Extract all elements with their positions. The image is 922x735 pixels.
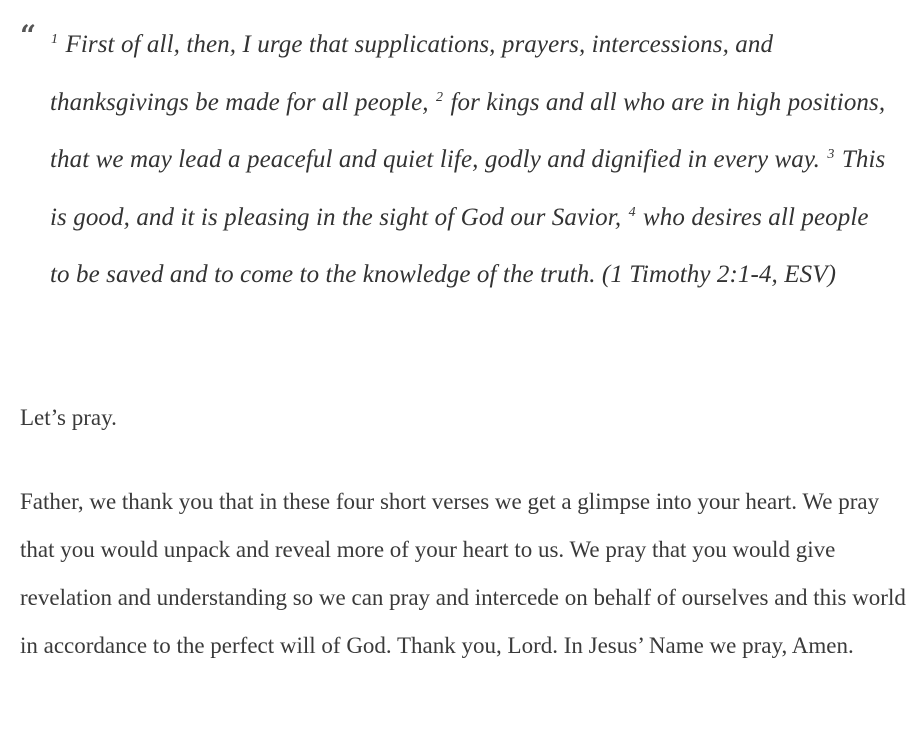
verse-number: 2 [436,89,444,105]
scripture-blockquote [20,18,890,302]
intro-paragraph: Let’s pray. [20,405,117,430]
verse-number: 1 [51,32,59,47]
verse-text: First of all, then, I urge that supplications, prayers, intercessions, and thanksgivings be made for all people, [50,31,774,116]
verse-number: 3 [827,147,835,162]
scripture-text [20,18,890,302]
verse-text: who desires all people to be saved and to come to the knowledge of the truth. (1 Timothy 2:1-4, ESV) [50,203,869,288]
prayer-paragraph: Father, we thank you that in these four short verses we get a glimpse into your heart. We pray that you would unpack and reveal more of your heart to us. We pray that you would give revelation and understanding so we can pray and intercede on behalf of ourselves and this world in accordance to the perfect will of God. Thank you, Lord. In Jesus’ Name we pray, Amen. [20,489,906,658]
verse-number: 4 [628,204,636,220]
verse-text: This is good, and it is pleasing in the sight of God our Savior, [50,146,886,231]
quote-mark-icon: “ [20,19,37,52]
verse-text: for kings and all who are in high positions, that we may lead a peaceful and quiet life, godly and dignified in every way. [50,88,886,173]
